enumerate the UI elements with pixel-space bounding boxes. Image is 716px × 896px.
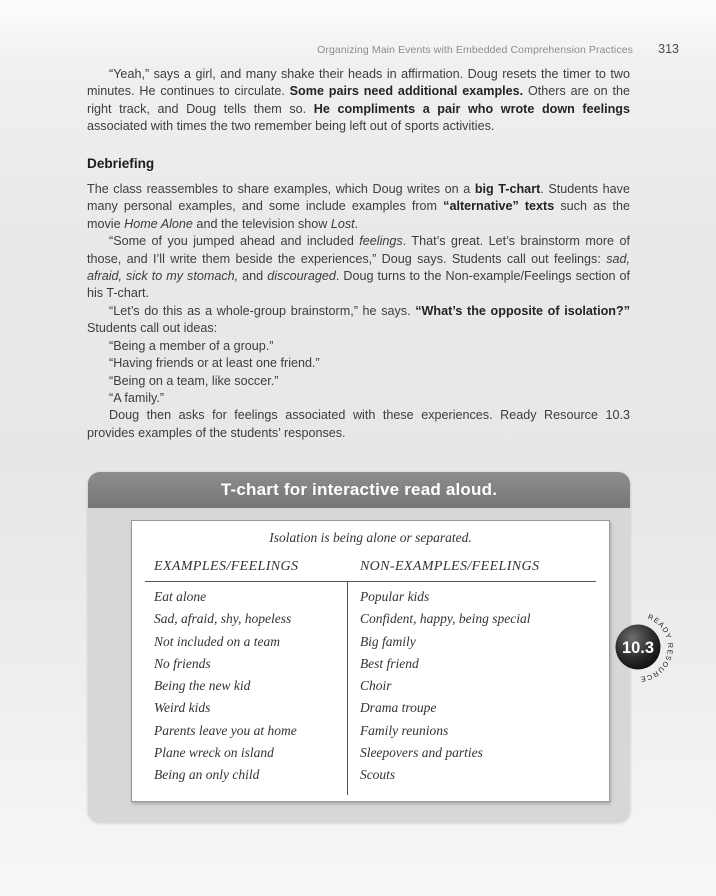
tchart-cell: Confident, happy, being special <box>359 611 531 627</box>
dialogue-line: “A family.” <box>109 390 165 405</box>
tchart-box <box>131 520 610 802</box>
tchart-cell: Best friend <box>359 655 419 671</box>
tchart-right-column <box>348 582 596 795</box>
resource-title: T-chart for interactive read aloud. <box>220 480 498 499</box>
tchart-cell: Family reunions <box>359 722 449 738</box>
resource-title-bar <box>88 472 630 508</box>
tchart-caption: Isolation is being alone or separated. <box>269 530 472 545</box>
running-head <box>87 42 679 56</box>
page-number: 313 <box>658 42 679 56</box>
tchart-cell: Sleepovers and parties <box>359 745 483 761</box>
badge-curved-label: READY RESOURCE <box>639 611 676 685</box>
dialogue-line: “Having friends or at least one friend.” <box>109 356 320 371</box>
tchart-left-header: EXAMPLES/FEELINGS <box>154 559 299 574</box>
tchart-cell: Drama troupe <box>359 700 437 716</box>
body-text-column <box>87 66 630 442</box>
tchart-right-header: NON-EXAMPLES/FEELINGS <box>359 559 540 574</box>
tchart-column-headers <box>145 559 596 575</box>
paragraph: “Yeah,” says a girl, and many shake their heads in affirmation. Doug resets the timer to two minutes. He continues to circulate. Some pairs need additional examples. Others are on the right track, and Doug tells them so. He compliments a pair who wrote down feelings associated with times the two remember being left out of sports activities. <box>87 67 631 134</box>
tchart-cell: Scouts <box>359 767 396 783</box>
tchart-cell: Weird kids <box>154 700 211 716</box>
tchart-cell: Being the new kid <box>154 678 251 694</box>
tchart-cell: Sad, afraid, shy, hopeless <box>154 611 292 627</box>
tchart-left-column <box>145 582 348 795</box>
paragraph: The class reassembles to share examples, which Doug writes on a big T-chart. Students have many personal examples, and some include examples from “alternative” texts such as the movie Home Alone and the television show Lost. <box>87 182 630 231</box>
paragraph: “Some of you jumped ahead and included feelings. That’s great. Let’s brainstorm more of those, and I’ll write them beside the experiences,” Doug says. Students call out feelings: sad, afraid, sick to my stomach, and discouraged. Doug turns to the Non-example/Feelings section of his T-chart. <box>87 234 630 301</box>
tchart-cell: Being an only child <box>154 767 260 783</box>
tchart-cell: Not included on a team <box>154 633 280 649</box>
tchart <box>132 521 609 801</box>
ready-resource-badge <box>604 610 676 686</box>
section-heading: Debriefing <box>87 155 155 171</box>
tchart-cell: No friends <box>154 655 211 671</box>
dialogue-line: “Being a member of a group.” <box>109 338 274 353</box>
tchart-cell: Choir <box>359 678 392 694</box>
tchart-cell: Parents leave you at home <box>154 722 297 738</box>
running-head-text: Organizing Main Events with Embedded Comprehension Practices <box>317 44 633 56</box>
tchart-cell: Eat alone <box>154 589 207 604</box>
tchart-body <box>145 582 596 795</box>
dialogue-line: “Being on a team, like soccer.” <box>109 373 279 388</box>
ready-resource-card <box>88 472 676 822</box>
paragraph: “Let’s do this as a whole-group brainstorm,” he says. “What’s the opposite of isolation?” Students call out ideas: <box>87 303 630 336</box>
tchart-cell: Big family <box>359 633 416 649</box>
tchart-cell: Popular kids <box>359 589 430 604</box>
tchart-cell: Plane wreck on island <box>154 745 274 761</box>
paragraph: Doug then asks for feelings associated with these experiences. Ready Resource 10.3 provides examples of the students’ responses. <box>87 408 630 440</box>
badge-number: 10.3 <box>621 639 655 657</box>
